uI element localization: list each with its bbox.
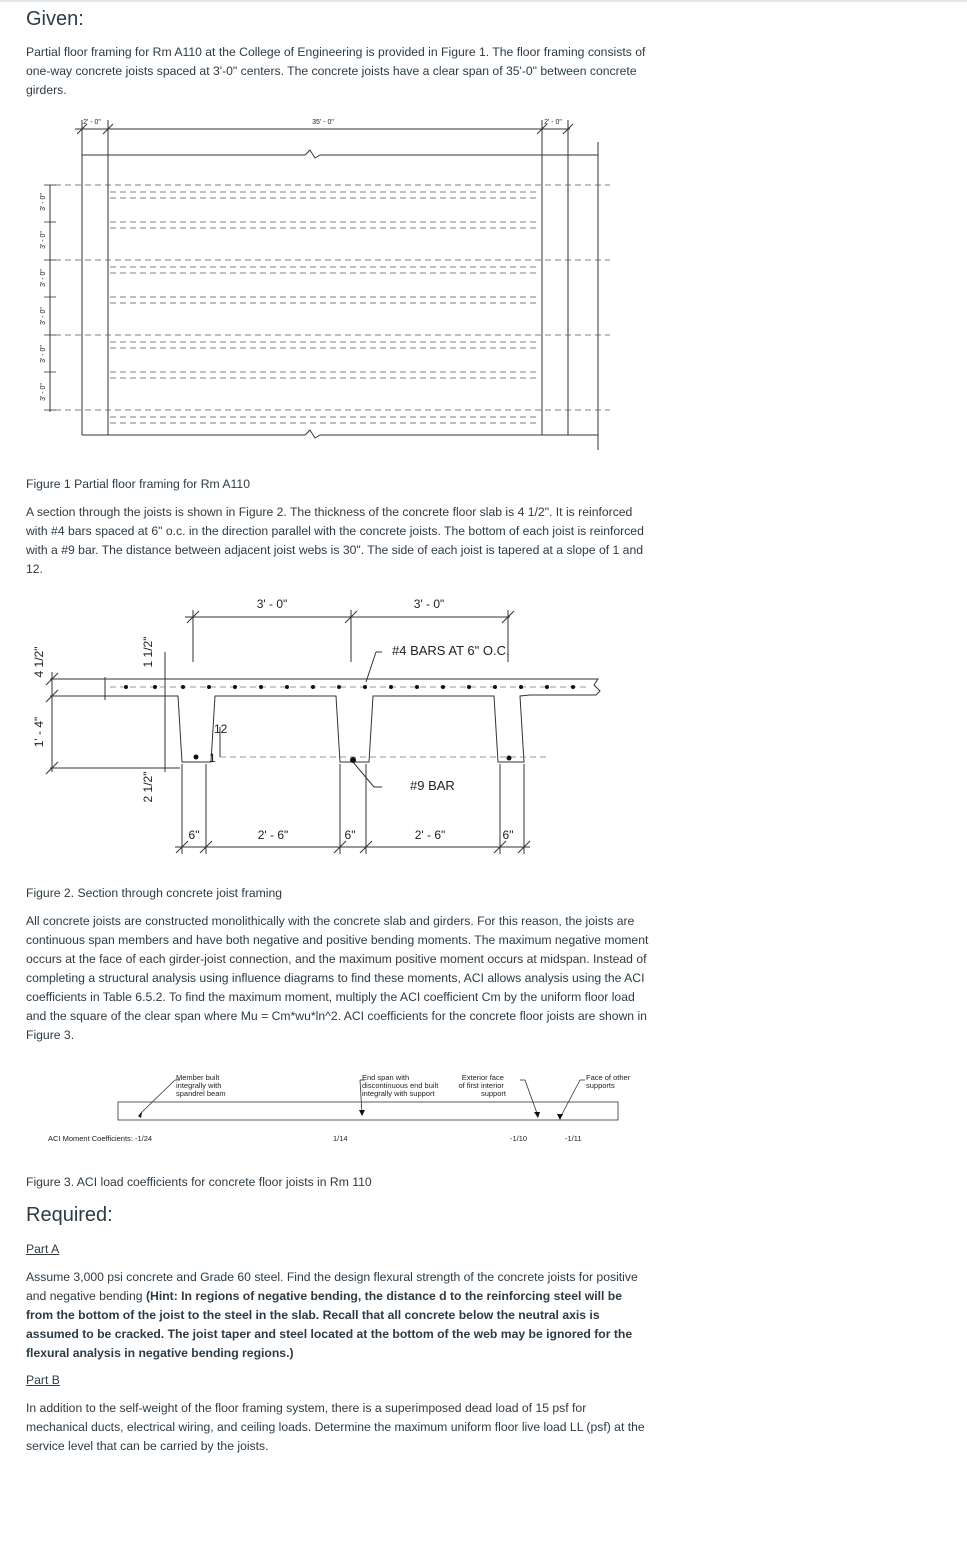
fig2-top-dim-2: 3' - 0": [413, 597, 445, 611]
part-a-text: Assume 3,000 psi concrete and Grade 60 steel. Find the design flexural strength of the concrete joists for positive and negative bending (Hint: In regions of negative bending, the distance d to the reinforcing steel will be from the bottom of the joist to the steel in the slab. Recall that all concrete below the neutral axis is assumed to be cracked. The joist taper and steel located at the bottom of the web may be ignored for the flexural analysis in negative bending regions.): [26, 1270, 638, 1360]
fig2-clear-span: 2' - 6": [257, 828, 289, 842]
fig2-clear-span: 2' - 6": [414, 828, 446, 842]
fig2-slope-rise: 1: [209, 751, 216, 765]
part-a-hint: (Hint: In regions of negative bending, the distance d to the reinforcing steel will be from the bottom of the joist to the steel in the slab. Recall that all concrete below the neutral axis is assumed to be cracked. The joist taper and steel located at the bottom of the web may be ignored for the flexural analysis in negative bending regions.): [26, 1289, 633, 1360]
fig2-total-depth: 1' - 4": [32, 716, 46, 748]
fig1-side-dim: 3' - 0": [40, 383, 47, 401]
fig2-slope-run: 12: [214, 722, 228, 736]
fig3-other-label: Face of other supports: [586, 1073, 631, 1090]
fig3-coef-mid: 1/14: [333, 1134, 348, 1143]
fig2-web-width: 6": [344, 828, 356, 842]
figure2-caption: Figure 2. Section through concrete joist framing: [26, 886, 283, 900]
fig2-bars-label: #4 BARS AT 6" O.C.: [392, 643, 510, 658]
figure3-caption: Figure 3. ACI load coefficients for concrete floor joists in Rm 110: [26, 1175, 372, 1189]
figure2-joist-section: [30, 592, 610, 862]
given-intro: Partial floor framing for Rm A110 at the College of Engineering is provided in Figure 1. The floor framing consists of one-way concrete joists spaced at 3'-0" centers. The concrete joists have a clear span of 35'-0" between concrete girders.: [26, 45, 646, 97]
fig3-coef-ext: -1/10: [510, 1134, 528, 1143]
fig3-endspan-label: End span with discontinuous end built integrally with support: [362, 1073, 439, 1098]
part-b-text: In addition to the self-weight of the floor framing system, there is a superimposed dead load of 15 psf for mechanical ducts, electrical wiring, and ceiling loads. Determine the maximum uniform floor live load LL (psf) at the service level that can be carried by the joists.: [26, 1401, 645, 1453]
figure1-caption: Figure 1 Partial floor framing for Rm A110: [26, 477, 250, 491]
fig2-cover-bottom: 2 1/2": [141, 771, 155, 803]
top-divider: [0, 0, 967, 2]
figure1-framing-plan: [30, 112, 630, 457]
fig2-web-width: 6": [502, 828, 514, 842]
fig1-side-dim: 3' - 0": [40, 231, 47, 249]
fig1-dim-left: 2' - 0": [83, 119, 101, 126]
fig2-slab-thickness: 4 1/2": [32, 646, 46, 678]
fig3-member-label: Member built integrally with spandrel beam: [176, 1073, 226, 1098]
fig3-exterior-label: Exterior face of first interior support: [458, 1073, 506, 1098]
part-b-title: Part B: [26, 1373, 60, 1387]
fig2-web-width: 6": [188, 828, 200, 842]
section-paragraph: A section through the joists is shown in Figure 2. The thickness of the concrete floor slab is 4 1/2". It is reinforced with #4 bars spaced at 6" o.c. in the direction parallel with the concrete joists. The bottom of each joist is reinforced with a #9 bar. The distance between adjacent joist webs is 30". The side of each joist is tapered at a slope of 1 and 12.: [26, 505, 644, 576]
fig3-coef-label: ACI Moment Coefficients: -1/24: [48, 1134, 153, 1143]
fig2-cover-top: 1 1/2": [141, 636, 155, 668]
fig1-side-dim: 3' - 0": [40, 269, 47, 287]
fig3-coef-other: -1/11: [565, 1134, 582, 1143]
required-heading: Required:: [26, 1204, 113, 1226]
figure3-aci-coefficients: [40, 1068, 640, 1148]
part-a-title: Part A: [26, 1242, 60, 1256]
given-heading: Given:: [26, 8, 84, 30]
fig1-dim-right: 2' - 0": [544, 119, 562, 126]
fig1-side-dim: 3' - 0": [40, 193, 47, 211]
fig2-top-dim-1: 3' - 0": [256, 597, 288, 611]
fig1-side-dim: 3' - 0": [40, 307, 47, 325]
fig2-bar9-label: #9 BAR: [410, 778, 455, 793]
fig1-side-dim: 3' - 0": [40, 345, 47, 363]
fig1-dim-center: 35' - 0": [312, 119, 334, 126]
continuity-paragraph: All concrete joists are constructed monolithically with the concrete slab and girders. For this reason, the joists are continuous span members and have both negative and positive bending moments. The maximum negative moment occurs at the face of each girder-joist connection, and the maximum positive moment occurs at midspan. Instead of completing a structural analysis using influence diagrams to find these moments, ACI allows analysis using the ACI coefficients in Table 6.5.2. To find the maximum moment, multiply the ACI coefficient Cm by the uniform floor load and the square of the clear span where Mu = Cm*wu*ln^2. ACI coefficients for the concrete floor joists are shown in Figure 3.: [26, 914, 649, 1042]
